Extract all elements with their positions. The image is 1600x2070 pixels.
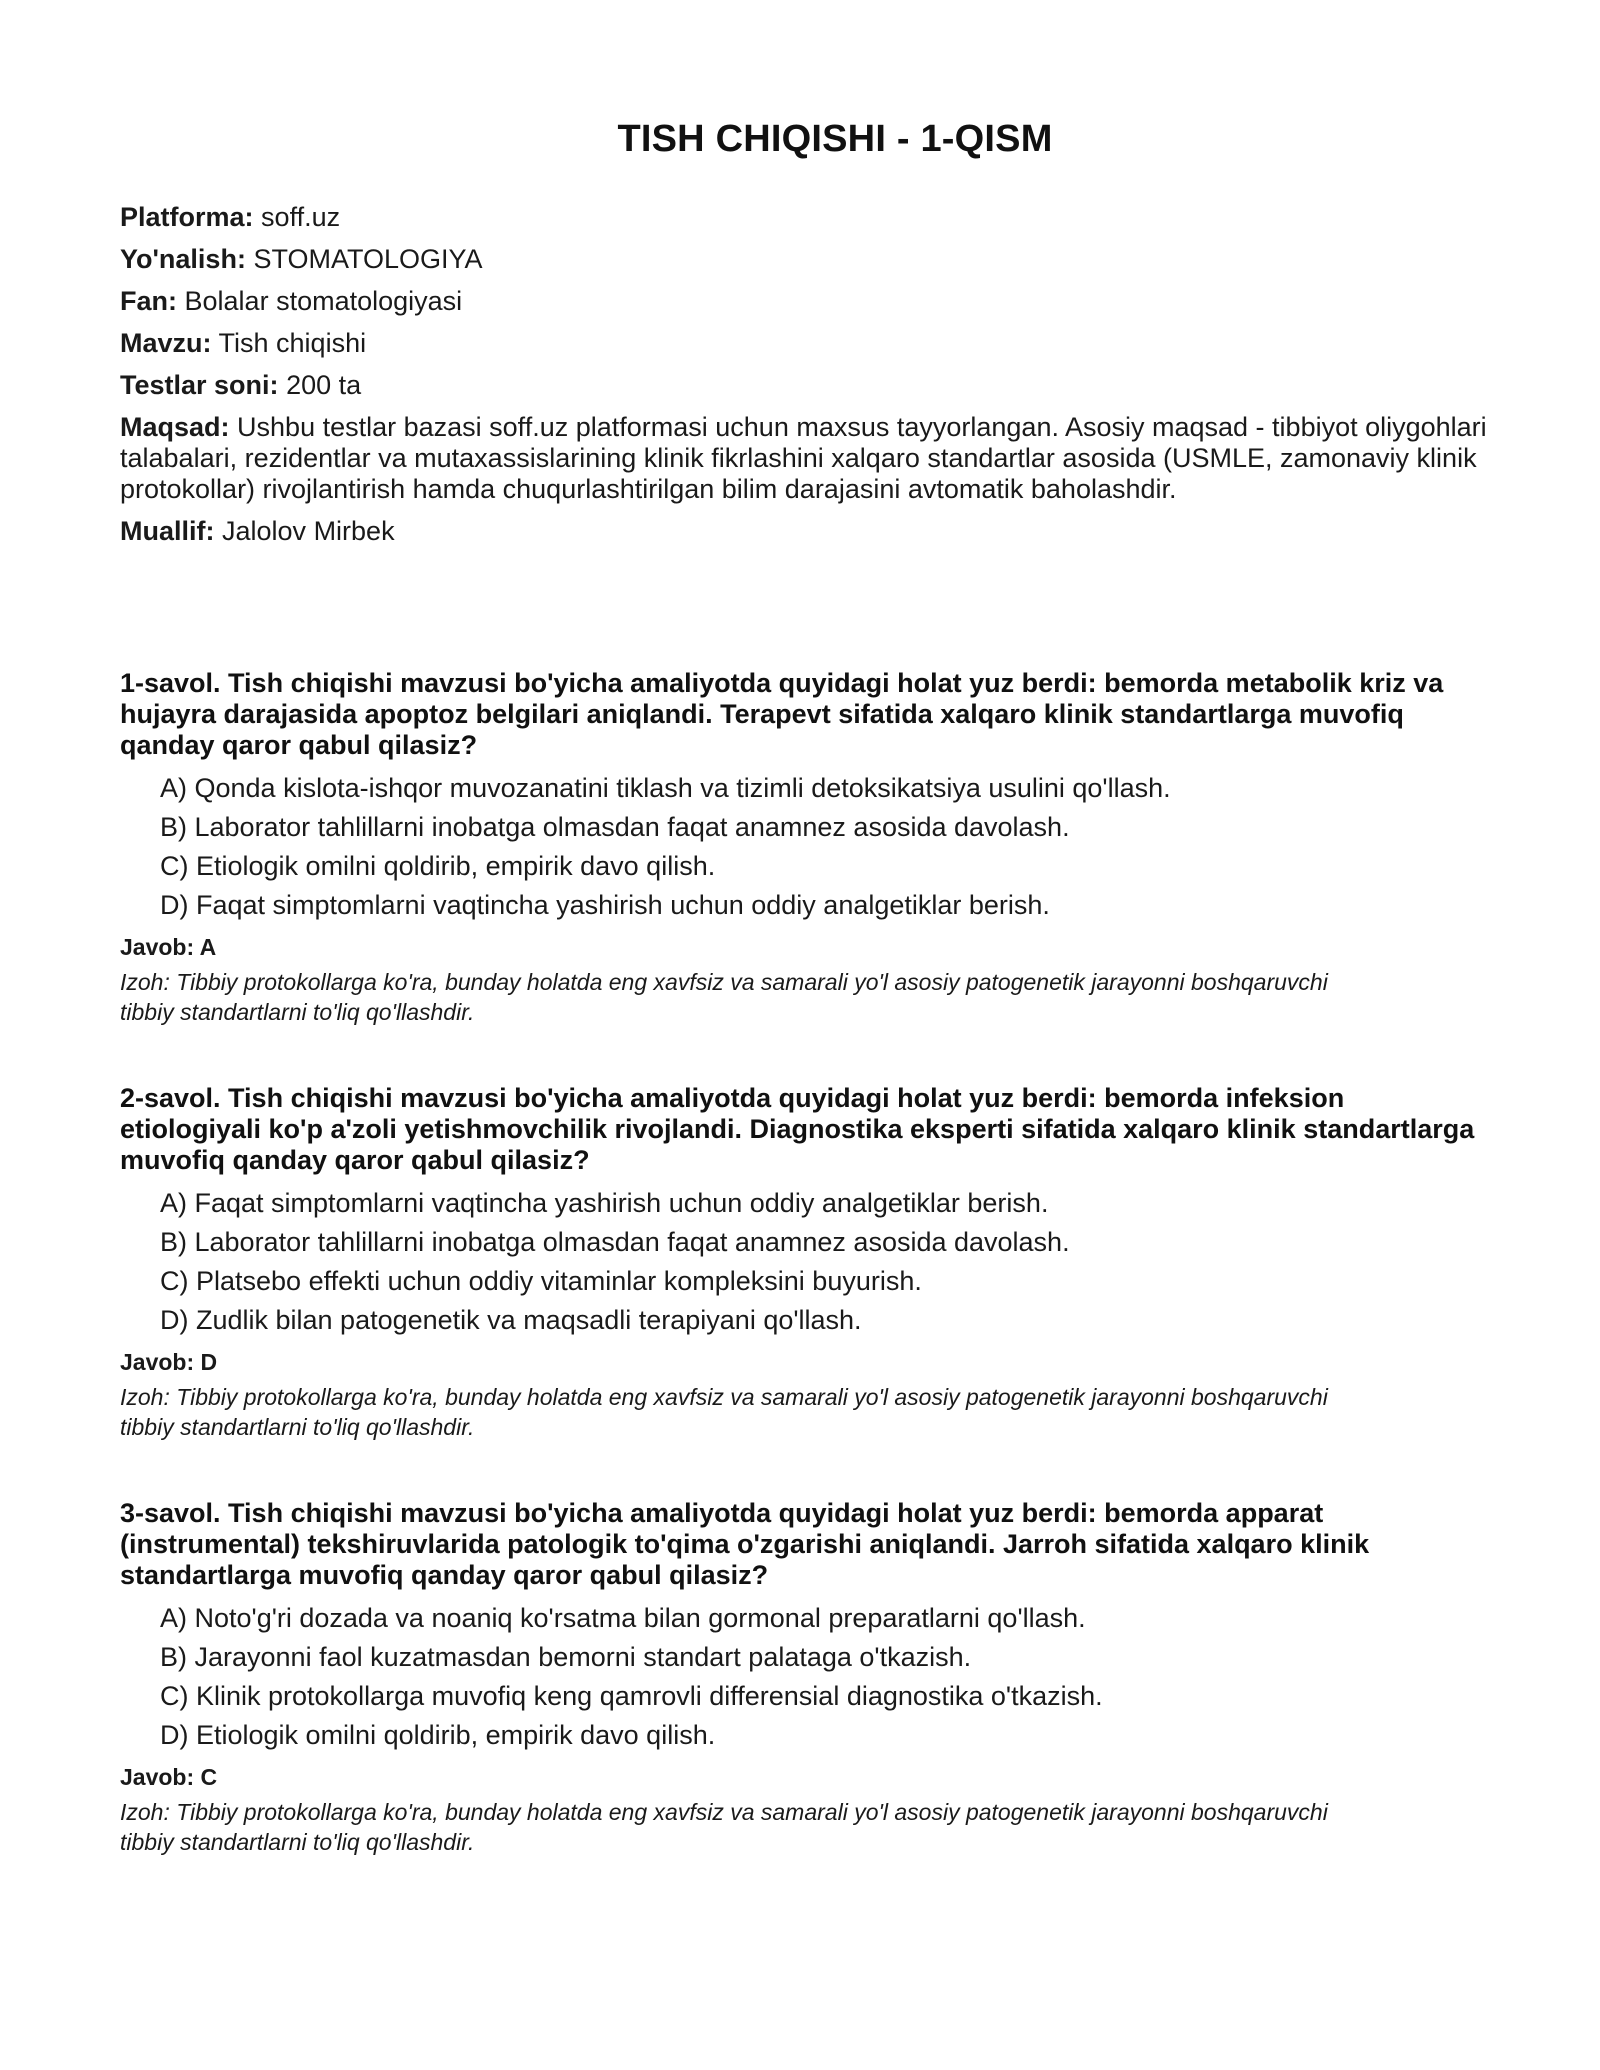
document-meta xyxy=(120,202,1490,558)
option-d: D) Zudlik bilan patogenetik va maqsadli terapiyani qo'llash. xyxy=(160,1305,862,1335)
meta-value: soff.uz xyxy=(261,202,341,232)
question-list xyxy=(120,668,1490,1913)
option-d: D) Etiologik omilni qoldirib, empirik davo qilish. xyxy=(160,1720,716,1750)
option-b: B) Laborator tahlillarni inobatga olmasdan faqat anamnez asosida davolash. xyxy=(160,1227,1070,1257)
meta-value: STOMATOLOGIYA xyxy=(253,244,483,274)
option-b: B) Jarayonni faol kuzatmasdan bemorni standart palataga o'tkazish. xyxy=(160,1642,972,1672)
option-a: A) Faqat simptomlarni vaqtincha yashirish uchun oddiy analgetiklar berish. xyxy=(160,1188,1049,1218)
meta-topic xyxy=(120,328,1490,359)
option-c: C) Klinik protokollarga muvofiq keng qamrovli differensial diagnostika o'tkazish. xyxy=(160,1681,1103,1711)
meta-direction xyxy=(120,244,1490,275)
explanation-note: Izoh: Tibbiy protokollarga ko'ra, bunday holatda eng xavfsiz va samarali yo'l asosiy patogenetik jarayonni boshqaruvchi tibbiy standartlarni to'liq qo'llashdir. xyxy=(120,969,1328,1025)
answer-label: Javob: A xyxy=(120,934,217,960)
meta-test-count xyxy=(120,370,1490,401)
option-list xyxy=(120,1188,1490,1336)
meta-platform xyxy=(120,202,1490,233)
explanation-note: Izoh: Tibbiy protokollarga ko'ra, bunday holatda eng xavfsiz va samarali yo'l asosiy patogenetik jarayonni boshqaruvchi tibbiy standartlarni to'liq qo'llashdir. xyxy=(120,1384,1328,1440)
question-text: 1-savol. Tish chiqishi mavzusi bo'yicha amaliyotda quyidagi holat yuz berdi: bemorda metabolik kriz va hujayra darajasida apoptoz belgilari aniqlandi. Terapevt sifatida xalqaro klinik standartlarga muvofiq qanday qaror qabul qilasiz? xyxy=(120,668,1444,760)
meta-label: Maqsad: xyxy=(120,412,230,442)
meta-label: Fan: xyxy=(120,286,177,316)
meta-subject xyxy=(120,286,1490,317)
document-title: TISH CHIQISHI - 1-QISM xyxy=(617,118,1053,160)
explanation-note: Izoh: Tibbiy protokollarga ko'ra, bunday holatda eng xavfsiz va samarali yo'l asosiy patogenetik jarayonni boshqaruvchi tibbiy standartlarni to'liq qo'llashdir. xyxy=(120,1799,1328,1855)
option-a: A) Noto'g'ri dozada va noaniq ko'rsatma bilan gormonal preparatlarni qo'llash. xyxy=(160,1603,1086,1633)
option-b: B) Laborator tahlillarni inobatga olmasdan faqat anamnez asosida davolash. xyxy=(160,812,1070,842)
option-d: D) Faqat simptomlarni vaqtincha yashirish uchun oddiy analgetiklar berish. xyxy=(160,890,1050,920)
question-text: 3-savol. Tish chiqishi mavzusi bo'yicha amaliyotda quyidagi holat yuz berdi: bemorda apparat (instrumental) tekshiruvlarida patologik to'qima o'zgarishi aniqlandi. Jarroh sifatida xalqaro klinik standartlarga muvofiq qanday qaror qabul qilasiz? xyxy=(120,1498,1370,1590)
meta-purpose xyxy=(120,412,1490,505)
answer-label: Javob: C xyxy=(120,1764,218,1790)
option-list xyxy=(120,1603,1490,1751)
meta-value: Jalolov Mirbek xyxy=(222,516,395,546)
meta-author xyxy=(120,516,1490,547)
meta-label: Yo'nalish: xyxy=(120,244,246,274)
meta-label: Mavzu: xyxy=(120,328,212,358)
option-list xyxy=(120,773,1490,921)
option-a: A) Qonda kislota-ishqor muvozanatini tiklash va tizimli detoksikatsiya usulini qo'llash. xyxy=(160,773,1171,803)
option-c: C) Etiologik omilni qoldirib, empirik davo qilish. xyxy=(160,851,716,881)
meta-label: Platforma: xyxy=(120,202,254,232)
answer-label: Javob: D xyxy=(120,1349,218,1375)
meta-value: Tish chiqishi xyxy=(218,328,367,358)
question-block xyxy=(120,1083,1490,1442)
option-c: C) Platsebo effekti uchun oddiy vitaminlar kompleksini buyurish. xyxy=(160,1266,922,1296)
meta-value: 200 ta xyxy=(286,370,362,400)
meta-value: Bolalar stomatologiyasi xyxy=(184,286,463,316)
meta-value: Ushbu testlar bazasi soff.uz platformasi uchun maxsus tayyorlangan. Asosiy maqsad - tibbiyot oliygohlari talabalari, rezidentlar va mutaxassislarining klinik fikrlashini xalqaro standartlar asosida (USMLE, zamonaviy klinik protokollar) rivojlantirish hamda chuqurlashtirilgan bilim darajasini avtomatik baholashdir. xyxy=(120,412,1487,504)
meta-label: Testlar soni: xyxy=(120,370,279,400)
question-block xyxy=(120,1498,1490,1857)
question-text: 2-savol. Tish chiqishi mavzusi bo'yicha amaliyotda quyidagi holat yuz berdi: bemorda infeksion etiologiyali ko'p a'zoli yetishmovchilik rivojlandi. Diagnostika eksperti sifatida xalqaro klinik standartlarga muvofiq qanday qaror qabul qilasiz? xyxy=(120,1083,1475,1175)
question-block xyxy=(120,668,1490,1027)
meta-label: Muallif: xyxy=(120,516,215,546)
